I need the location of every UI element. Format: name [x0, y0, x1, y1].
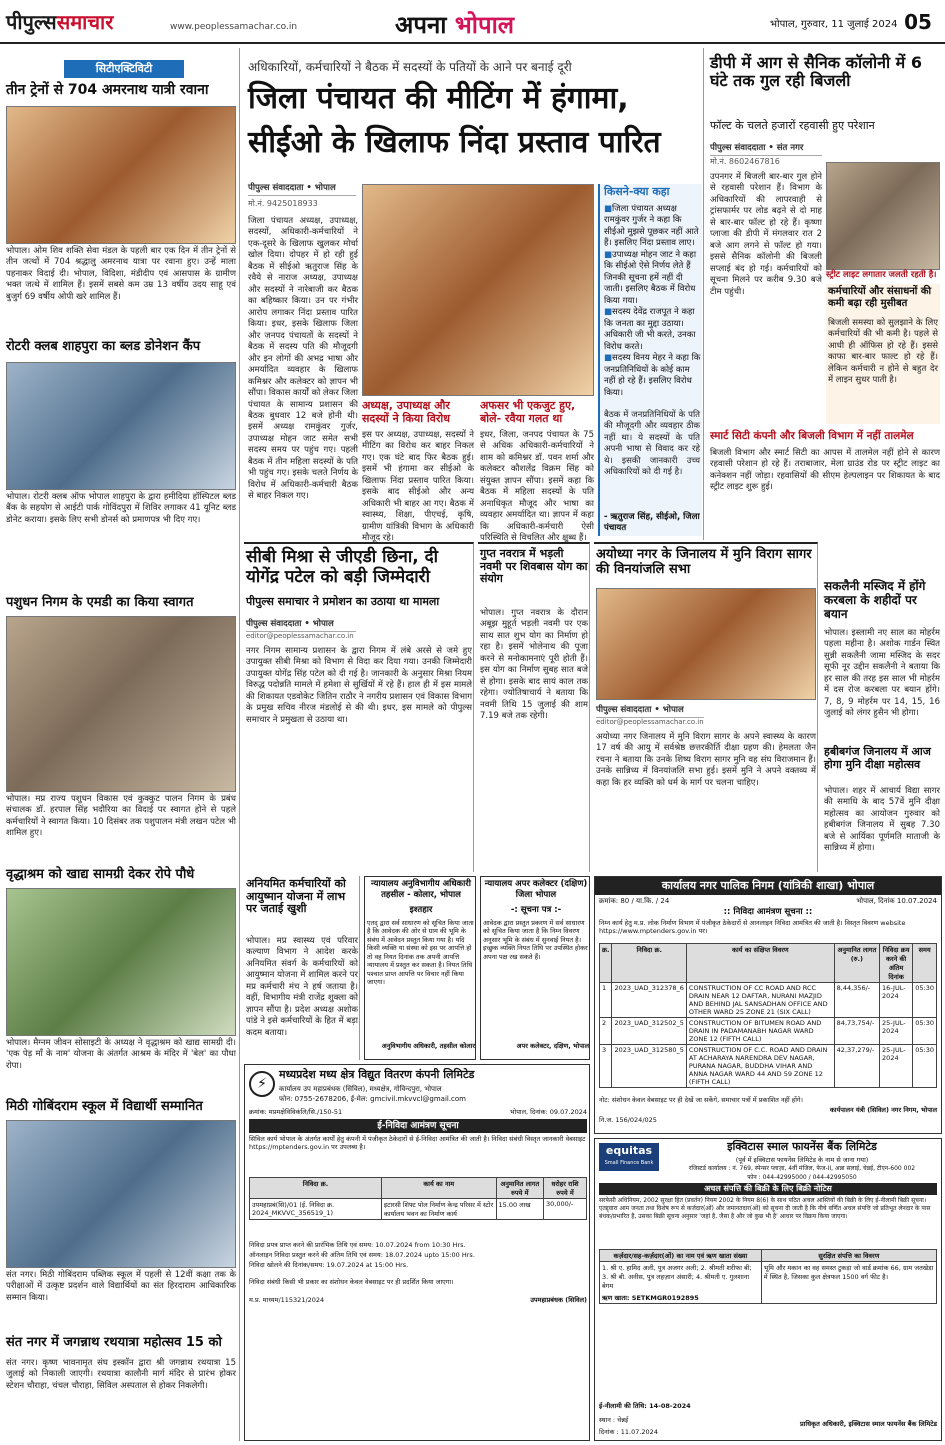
- table-cell: 25-JUL-2024: [880, 1018, 913, 1045]
- sidebar-item: ■ सदस्य देवेंद्र राजपूत ने कहा कि जनता का मुद्दा उठाया। अधिकारी जी भी करते, उनका विरोध करते।: [604, 307, 702, 353]
- story-subhead: पीपुल्स समाचार ने प्रमोशन का उठाया था मामला: [246, 595, 440, 608]
- story-subhead: फॉल्ट के चलते हजारों रहवासी हुए परेशान: [710, 119, 875, 132]
- tender-title: कार्यालय नगर पालिक निगम (यांत्रिकी शाखा) भोपाल: [595, 877, 941, 895]
- mpcz-logo: ⚡: [249, 1071, 275, 1097]
- table-header: समय: [913, 944, 937, 983]
- table-cell: 2023_UAD_312502_5: [612, 1018, 686, 1045]
- bank-table-wrap: [599, 1249, 937, 1399]
- story-headline: मिठी गोबिंदराम स्कूल में विद्यार्थी सम्मानित: [6, 1099, 203, 1114]
- mpcz-date: भोपाल, दिनांक: 09.07.2024: [509, 1108, 587, 1116]
- story-photo: [6, 106, 236, 244]
- auction-date: ई-नीलामी की तिथि: 14-08-2024: [599, 1402, 691, 1410]
- table-cell: [600, 1262, 762, 1304]
- box-body: बिजली समस्या को सुलझाने के लिए कर्मचारियों की भी कमी है। पहले से आधी ही ऑफिस हो रहे हैं। इससे काफा बार-बार फाल्ट हो रहे हैं। लेकिन कर्मचारी न होने से बहुत देर में लाइन सुधर पाती है।: [828, 318, 938, 386]
- table-header: कार्य का संक्षिप्त विवरण: [686, 944, 834, 983]
- story-headline: रोटरी क्लब शाहपुरा का ब्लड डोनेशन कैंप: [6, 339, 201, 354]
- photo-subhead: अफसर भी एकजुट हुए, बोले- रवैया गलत था: [480, 399, 576, 425]
- table-row: [250, 1199, 587, 1220]
- photo-subhead-body: इस पर अध्यक्ष, उपाध्यक्ष, सदस्यों ने मीटिंग का विरोध कर बाहर निकल गए। एक घंटे बाद फिर बैठक हुई। इसमें भी हंगामा कर सीईओ के खिलाफ निंदा प्रस्ताव पारित किया। इसके बाद सीईओ और अन्य अधिकारी भी बाहर आ गए। बैठक में स्वास्थ्य, शिक्षा, पीएचई, कृषि, ग्रामीण यांत्रिकी विभाग के अधिकारी मौजूद रहे।: [362, 430, 474, 544]
- tender-sign: कार्यपालन यंत्री (सिविल) नगर निगम, भोपाल: [829, 1106, 937, 1114]
- bank-place: स्थान : चेन्नई: [599, 1416, 629, 1424]
- notice-title: न्यायालय अनुविभागीय अधिकारी तहसील - कोलार, भोपाल: [371, 879, 471, 900]
- bank-body: सरफेसी अधिनियम, 2002 सुरक्षा हित (प्रवर्तन) नियम 2002 के नियम 8(6) के साथ पठित अचल आस्तियों की बिक्री के लिए ई-नीलामी बिक्री सूचना। एतद्द्वारा आम जनता तथा विशेष रूप से कर्जदार(ओं) और जमानतदार(ओं) को सूचना दी जाती है कि नीचे वर्णित अचल संपत्ति जो प्रतिभूत लेनदार के पास बंधक/प्रभारित है, उसका बिक्री सूचना अनुसार 'जहां है, जैसा है और जो कुछ भी है' आधार पर विक्रय किया जाएगा।: [599, 1197, 931, 1220]
- email: editor@peoplessamachar.co.in: [246, 632, 354, 640]
- dateline: भोपाल, गुरुवार, 11 जुलाई 2024: [770, 19, 898, 30]
- bank-sub-title: अचल संपत्ति की बिक्री के लिए बिक्री नोटिस: [599, 1183, 937, 1195]
- table-header: निविदा क्र.: [250, 1178, 382, 1199]
- mpcz-notice-title: ई-निविदा आमंत्रण सूचना: [249, 1119, 587, 1133]
- notice-body: आवेदक द्वारा प्रस्तुत प्रकरण में सर्व साधारण को सूचित किया जाता है कि निम्न विवरण अनुसार भूमि के संबंध में सुनवाई नियत है। इच्छुक व्यक्ति नियत तिथि पर उपस्थित होकर अपना पक्ष रख सकते हैं।: [483, 919, 588, 961]
- mpcz-footer: निविदा संबंधी किसी भी प्रकार का संशोधन केवल वेबसाइट पर ही प्रदर्शित किया जाएगा।: [249, 1278, 454, 1286]
- left-column: [4, 48, 240, 1441]
- gad-story: [244, 542, 474, 872]
- bank-logo: [599, 1143, 659, 1171]
- tender-ref: क्रमांक: 80 / या.कि. / 24: [599, 897, 670, 905]
- collector-notice: [480, 876, 590, 1060]
- email: editor@peoplessamachar.co.in: [596, 718, 704, 726]
- table-cell: 15.00 लाख: [496, 1199, 543, 1220]
- highlight-box: [826, 284, 940, 424]
- navratri-story: [478, 542, 590, 872]
- contact-number: मो.नं. 8602467816: [710, 157, 780, 166]
- mpcz-dates: [249, 1241, 587, 1270]
- borrower-names: 1. श्री ए. हामिद अली, पुत्र अजगर अली; 2. श्रीमती शरीफा बी; 3. श्री बी. अनीस, पुत्र लहज़ान अंसारी; 4. श्रीमती ए. गुलशाना बेगम: [602, 1264, 752, 1290]
- table-cell: CONSTRUCTION OF C.C. ROAD AND DRAIN AT ACHARAYA NARENDRA DEV NAGAR, PURANA NAGAR, BUDDHA VIHAR AND ANNA NAGAR WARD 44 AND 59 ZONE 12 (FIFTH CALL): [686, 1045, 834, 1088]
- table-cell: 3: [600, 1045, 612, 1088]
- table-cell: 2: [600, 1018, 612, 1045]
- story-headline: हबीबगंज जिनालय में आज होगा मुनि दीक्षा महोत्सव: [824, 745, 931, 771]
- sidebar-title: किसने-क्या कहा: [604, 185, 670, 198]
- byline: पीपुल्स संवाददाता • भोपाल: [248, 182, 356, 196]
- notice-sign: अनुविभागीय अधिकारी, तहसील कोलार: [381, 1042, 475, 1050]
- story-photo: [596, 588, 816, 700]
- sidebar-quote-by: - ऋतुराज सिंह, सीईओ, जिला पंचायत: [604, 512, 700, 533]
- story-body: भोपाल। गुप्त नवरात्र के दौरान अबूझ मुहूर्त भड़ली नवमी पर एक साथ सात शुभ योग का निर्माण हो रहा है। इसमें भोलेनाथ की पूजा करने से मनोकामनाएं पूरी होती हैं। इस योग का निर्माण सुबह सात बजे से होगा। इसके बाद सायं काल तक रहेगा। ज्योतिषाचार्य ने बताया कि नवमी तिथि 15 जुलाई की शाम 7.19 बजे तक रहेगी।: [480, 608, 588, 722]
- tender-notice: [594, 876, 942, 1134]
- table-row: [600, 1262, 937, 1304]
- table-cell: 2023_UAD_312378_6: [612, 983, 686, 1018]
- mpcz-intro: सिविल कार्य भोपाल के अंतर्गत कार्यों हेतु कंपनी में पंजीकृत ठेकेदारों से ई-निविदा आमंत्रित की जाती है। निविदा संबंधी विस्तृत जानकारी वेबसाइट https://mptenders.gov.in पर उपलब्ध है।: [249, 1135, 586, 1152]
- table-cell: 2023_UAD_312580_5: [612, 1045, 686, 1088]
- table-cell: 16-JUL-2024: [880, 983, 913, 1018]
- story-photo: [6, 616, 236, 792]
- mpcz-address: कार्यालय उप महाप्रबंधक (सिविल), मध्यक्षेत्र, गोविन्दपुरा, भोपाल: [279, 1085, 442, 1093]
- story-photo: [6, 1120, 236, 1268]
- section-title: अपना भोपाल: [395, 11, 515, 39]
- story-body: भोपाल। मैग्नम जीवन सोसाइटी के अध्यक्ष ने वृद्धाश्रम को खाद्य सामग्री दी। 'एक पेड़ माँ के नाम' योजना के अंतर्गत आश्रम के मंदिर में 'बेल' का पौधा रोपा।: [6, 1038, 236, 1071]
- notice-subtitle: -: सूचना पत्र :-: [510, 905, 562, 915]
- lead-photo: [362, 184, 594, 396]
- table-cell: CONSTRUCTION OF CC ROAD AND RCC DRAIN NEAR 12 DAFTAR, NURANI MAZJID AND BEHIND JAL SANSADHAN OFFICE AND OTHER WARD 25 ZONE 21 (SIX CALL): [686, 983, 834, 1018]
- story-headline: संत नगर में जगन्नाथ रथयात्रा महोत्सव 15 को: [6, 1335, 222, 1350]
- mpcz-sign: उपमहाप्रबंधक (सिविल): [530, 1296, 587, 1304]
- lead-body: जिला पंचायत अध्यक्ष, उपाध्यक्ष, सदस्यों, अधिकारी-कर्मचारियों ने एक-दूसरे के खिलाफ खुलकर मोर्चा खोल दिया। दोपहर में हो रही हुई बैठक में सीईओ ऋतुराज सिंह के रवैये से नाराज अध्यक्ष, उपाध्यक्ष और सदस्यों ने नारेबाजी कर बैठक का बहिष्कार किया। उन पर गंभीर आरोप लगाकर निंदा प्रस्ताव पारित किया। इधर, इसके खिलाफ जिला और जनपद पंचायतों के सदस्यों ने बैठक में सदस्य पति की मौजूदगी और इन लोगों की अभद्र भाषा और अमर्यादित व्यवहार के खिलाफ कमिश्नर और कलेक्टर को ज्ञापन भी सौंपा। विकास कार्यों को लेकर जिला पंचायत के सामान्य प्रशासन की बैठक बुधवार 12 बजे होनी थी। इसमें अध्यक्ष रामकुंवर गुर्जर, उपाध्यक्ष मोहन जाट समेत सभी सदस्य समय पर पहुंच गए। पहली बैठक में तीन महिला सदस्यों के पति भी पहुंच गए। इसके चलते निर्णय के विरोध में अधिकारी-कर्मचारी बैठक से बाहर निकल गए।: [248, 216, 358, 502]
- story-headline: तीन ट्रेनों से 704 अमरनाथ यात्री रवाना: [6, 82, 209, 98]
- tender-notice-title: :: निविदा आमंत्रण सूचना ::: [723, 907, 813, 917]
- story-body: भोपाल। मप्र राज्य पशुधन विकास एवं कुक्कुट पालन निगम के प्रबंध संचालक डॉ. हरपाल सिंह भदौरिया का विदाई पर स्वागत होने से पहले कर्मचारियों ने स्वागत किया। 10 दिसंबर तक पशुपालन मंत्री लखन पटेल भी शामिल हुए।: [6, 794, 236, 839]
- mpcz-tender: [244, 1064, 590, 1441]
- story-body: भोपाल। ओम शिव शक्ति सेवा मंडल के पहली बार एक दिन में तीन ट्रेनों से तीन जत्थों में 704 श्रद्धालु अमरनाथ यात्रा पर रवाना हुए। उन्हें माला पहनाकर विदाई दी। भोपाल, विदिशा, मंडीदीप एवं आसपास के ग्रामीण भक्त जत्थे में शामिल हैं। इसमें सबसे कम उम्र 13 वर्षीय उदय साहू एवं बुजुर्ग 69 वर्षीय ओपी खरे शामिल हैं।: [6, 246, 236, 302]
- lead-story: [244, 48, 704, 544]
- byline: पीपुल्स संवाददाता • भोपाल: [246, 618, 356, 632]
- table-row: [600, 1018, 937, 1045]
- table-header: निविदा क्र.: [612, 944, 686, 983]
- table-cell: 42,37,279/-: [834, 1045, 879, 1088]
- story-headline: गुप्त नवरात्र में भड़ली नवमी पर शिवबास योग का संयोग: [480, 547, 588, 586]
- table-cell: 25-JUL-2024: [880, 1045, 913, 1088]
- date-item: निविदा खोलने की दिनांक/समय: 19.07.2024 at 15:00 Hrs.: [249, 1260, 409, 1269]
- sidebar-list: [604, 204, 702, 404]
- story-headline: पशुधन निगम के एमडी का किया स्वागत: [6, 595, 194, 610]
- photo-subhead: अध्यक्ष, उपाध्यक्ष और सदस्यों ने किया विरोध: [362, 399, 450, 425]
- table-row: [600, 1045, 937, 1088]
- story-headline: डीपी में आग से सैनिक कॉलोनी में 6 घंटे तक गुल रही बिजली: [710, 53, 922, 91]
- contact-number: मो.नं. 9425018933: [248, 199, 318, 208]
- table-cell: 05:30: [913, 1018, 937, 1045]
- photo-caption: स्ट्रीट लाइट लगातार जलती रहती है।: [826, 270, 937, 280]
- story-photo: [826, 162, 940, 270]
- sidebar-item: ■ सदस्य विनय मेहर ने कहा कि जनप्रतिनिधियों के कोई काम नहीं हो रहे हैं। इसलिए विरोध किया।: [604, 353, 702, 399]
- tender-code: नि.ज. 156/024/025: [599, 1116, 657, 1124]
- table-header: निविदा क्रय करने की अंतिम दिनांक: [880, 944, 913, 983]
- story-body: अयोध्या नगर जिनालय में मुनि विराग सागर के अपने स्वास्थ्य के कारण 17 वर्ष की आयु में सर्वश्रेष्ठ छत्तरकीर्ति दीक्षा ग्रहण की। हेमलता जैन रचना ने बताया कि उनके शिष्य विराग सागर मुनि वह संघ विराजमान हैं। उनके सान्निध्य में विनयांजलि सभा हुई। इसमें मुनि ने अपने वक्तव्य में कहा कि हर व्यक्ति को धर्म के मार्ग पर चलना चाहिए।: [596, 732, 816, 788]
- sidebar-item: ■ जिला पंचायत अध्यक्ष रामकुंवर गुर्जर ने कहा कि सीईओ मुझसे पूछकर नहीं आते हैं। इसलिए निंदा प्रस्ताव लाए।: [604, 204, 702, 250]
- table-header: धरोहर राशि रुपये में: [544, 1178, 587, 1199]
- notice-subtitle: इश्तहार: [409, 905, 433, 915]
- mpcz-table: [249, 1177, 587, 1220]
- story-body: उपनगर में बिजली बार-बार गुल होने से रहवासी परेशान हैं। विभाग के अधिकारियों की लापरवाही से ट्रांसफार्मर पर लोड बढ़ने से दो माह से बार-बार फॉल्ट हो रहे हैं। कृष्णा प्लाजा की डीपी में मंगलवार रात 2 बजे आग लगने से फॉल्ट हो गया। इससे सैनिक कॉलोनी की बिजली सप्लाई बंद हो गई। कर्मचारियों को सूचना मिलने पर करीब 9.30 बजे टीम पहुंची।: [710, 172, 822, 297]
- table-header: अनुमानित लागत (रु.): [834, 944, 879, 983]
- table-header: सुरक्षित संपत्ति का विवरण: [761, 1250, 936, 1262]
- story-body: भोपाल। शहर में आचार्य विद्या सागर की समाधि के बाद 57वें मुनि दीक्षा महोत्सव का आयोजन गुरुवार को हबीबगंज जिनालय में सुबह 7.30 बजे से आर्यिका पूर्णमति माताजी के सान्निध्य में होगा।: [824, 786, 940, 854]
- sidebar-item: ■ उपाध्यक्ष मोहन जाट ने कहा कि सीईओ ऐसे निर्णय लेते हैं जिनकी सूचना हमें नहीं दी जाती। इसलिए बैठक में विरोध किया गया।: [604, 250, 702, 307]
- ayodhya-story: [594, 542, 818, 872]
- story-headline: वृद्धाश्रम को खाद्य सामग्री देकर रोपे पौधे: [6, 867, 195, 882]
- tender-date: भोपाल, दिनांक 10.07.2024: [856, 897, 937, 905]
- table-cell: 30,000/-: [544, 1199, 587, 1220]
- table-header: कर्ज़दार/सह-कर्ज़दार(ओं) का नाम एवं ऋण खाता संख्या: [600, 1250, 762, 1262]
- table-cell: भूमि और मकान का वह समस्त टुकड़ा जो वार्ड क्रमांक 66, ग्राम जतखेडा में स्थित है, जिसका कुल क्षेत्रफल 1500 वर्ग फीट है।: [761, 1262, 936, 1304]
- bank-title: इक्विटास स्माल फायनेंस बैंक लिमिटेड: [727, 1140, 877, 1153]
- date-item: निविदा प्रपत्र प्राप्त करने की प्रारंभिक तिथि एवं समय: 10.07.2024 from 10:30 Hrs.: [249, 1241, 466, 1249]
- story-subhead: स्मार्ट सिटी कंपनी और बिजली विभाग में नहीं तालमेल: [710, 430, 914, 442]
- table-cell: 05:30: [913, 983, 937, 1018]
- box-headline: कर्मचारियों और संसाधनों की कमी बढ़ा रही मुसीबत: [828, 286, 932, 309]
- story-headline: सीबी मिश्रा से जीएडी छिना, दी योगेंद्र पटेल को बड़ी जिम्मेदारी: [246, 547, 439, 587]
- bank-subtitle: (पूर्व में इक्विटास फायनेंस लिमिटेड के नाम से जाना गया): [735, 1156, 869, 1164]
- bank-logo-text: equitas: [605, 1144, 653, 1157]
- story-body: भोपाल। मप्र स्वास्थ्य एवं परिवार कल्याण विभाग ने आदेश करके अनियमित संवर्ग के कर्मचारियों को आयुष्मान योजना में शामिल करने पर मप्र कर्मचारी मंच ने हर्ष जताया है। वहीं, विभागीय मंत्री राजेंद्र शुक्ला को ज्ञापन सौंपा है। प्रदेश अध्यक्ष अशोक पांडे ने इसे कर्मचारियों के हित में बड़ा कदम बताया।: [246, 936, 358, 1038]
- lead-headline: सीईओ के खिलाफ निंदा प्रस्ताव पारित: [248, 125, 661, 160]
- bank-date: दिनांक : 11.07.2024: [599, 1428, 658, 1436]
- photo-subhead-body: इधर, जिला, जनपद पंचायत के 75 से अधिक अधिकारी-कर्मचारियों ने शाम को कमिश्नर डॉ. पवन शर्मा और कलेक्टर कौशलेंद्र विक्रम सिंह को संयुक्त ज्ञापन सौंपा। इसमें कहा कि बैठक में महिला सदस्यों के पति अनाधिकृत मौजूद और भाषा का व्यवहार अमर्यादित था। ज्ञापन में कहा कि अधिकारी-कर्मचारी ऐसी परिस्थिति से विचलित और क्षुब्ध हैं।: [480, 430, 594, 544]
- table-cell: 05:30: [913, 1045, 937, 1088]
- table-header: अनुमानित लागत रुपये में: [496, 1178, 543, 1199]
- byline: पीपुल्स संवाददाता • संत नगर: [710, 142, 822, 156]
- bank-address: रजिस्टर्ड कार्यालय : नं. 769, स्पेन्सर प्लाज़ा, 4वीं मंजिल, फेज-II, अन्ना सलाई, चेन्नई, टीएन-600 002: [688, 1165, 916, 1172]
- table-cell: उपमहाप्रबं(सि)/01 (ई. निविदा क्र. 2024_MKVVC_356519_1): [250, 1199, 382, 1220]
- story-body: बिजली विभाग और स्मार्ट सिटी का आपस में तालमेल नहीं होने से कारण रहवासी परेशान हो रहे हैं। तराबाजार, मेला ग्राउंड रोड पर स्ट्रीट लाइट का कनेक्शन नहीं जोड़ा। रहवासियों की सीएम हेल्पलाइन पर शिकायत के बाद स्ट्रीट लाइट शुरू हुई।: [710, 448, 940, 493]
- story-body: भोपाल। इस्लामी नए साल का मोहर्रम पहला महीना है। अशोक गार्डन स्थित सुन्नी सकलैनी जामा मस्जिद के सदर सूफी नूर उद्दीन सकलैनी ने बताया कि हर साल की तरह इस साल भी मोहर्रम में दस रोज करबला पर बयान होंगे। 7, 8, 9 मोहर्रम पर 14, 15, 16 जुलाई को लंगर हुसैन भी होगा।: [824, 628, 940, 719]
- section-kicker: सिटीएक्टिविटी: [64, 60, 184, 78]
- sidebar-quote: बैठक में जनप्रतिनिधियों के पति की मौजूदगी और व्यवहार ठीक नहीं था। ये सदस्यों के पति अपनी भाषा से विवाद कर रहे थे। इसकी जानकारी उच्च अधिकारियों को दी गई है।: [604, 410, 700, 478]
- notice-title: न्यायालय अपर कलेक्टर (दक्षिण) जिला भोपाल: [484, 879, 588, 900]
- masjid-story: [822, 580, 942, 872]
- table-header: क्र.: [600, 944, 612, 983]
- bank-notice: [594, 1138, 942, 1441]
- story-photo: [6, 362, 236, 490]
- court-notice: [364, 876, 476, 1060]
- story-headline: सकलैनी मस्जिद में होंगे करबला के शहीदों पर बयान: [824, 579, 926, 621]
- byline: पीपुल्स संवाददाता • भोपाल: [596, 704, 704, 718]
- table-cell: इटारसी शिफ्ट पोल निर्माण केन्द्र परिसर में स्टोर कार्यालय भवन का निर्माण कार्य: [381, 1199, 496, 1220]
- story-body: नगर निगम सामान्य प्रशासन के द्वारा निगम में लंबे अरसे से जमे हुए उपायुक्त सीबी मिश्रा को विभाग से विदा कर दिया गया। उनकी जिम्मेदारी उपायुक्त योगेंद्र सिंह पटेल को दी गई है। जानकारी के अनुसार मिश्रा नियम विरुद्ध पदोन्नति मामले में हमेशा से सुर्खियों में रहे हैं। हाल ही में इस मामले की शिकायत एडवोकेट जितिन राठौर ने नगरीय प्रशासन एवं विकास विभाग के प्रमुख सचिव नीरज मंडलोई से की थी। इधर, इस मामले को पीपुल्स समाचार ने प्रमुखता से उठाया था।: [246, 646, 472, 725]
- bank-phone: फोन : 044-42995000 / 044-42995050: [747, 1174, 857, 1181]
- story-body: भोपाल। रोटरी क्लब ऑफ भोपाल शाहपुरा के द्वारा हमीदिया हॉस्पिटल ब्लड बैंक के सहयोग से आईटी पार्क गोविंदपुरा में शिविर लगाकर 41 यूनिट ब्लड डोनेट कराया। इसके लिए सभी डोनर्स को प्रमाणपत्र भी दिए गए।: [6, 492, 236, 525]
- fire-story: [708, 48, 942, 576]
- mpcz-table-wrap: [249, 1177, 587, 1237]
- story-body: संत नगर। कृष्ण भावनामृत संघ इस्कॉन द्वारा श्री जगन्नाथ रथयात्रा 15 जुलाई को निकाली जाएगी। रथयात्रा कालौनी मार्ग मंदिर से प्रारंभ होकर स्टेशन चौराहा, चंचल चौराहा, सिविल अस्पताल से होकर निकलेगी।: [6, 1358, 236, 1391]
- date-item: ऑनलाइन निविदा प्रस्तुत करने की अंतिम तिथि एवं समय: 18.07.2024 upto 15:00 Hrs.: [249, 1250, 475, 1259]
- quotes-sidebar: [598, 184, 702, 536]
- story-body: संत नगर। मिठी गोबिंदराम पब्लिक स्कूल में पहली से 12वीं कक्षा तक के परीक्षाओं में उत्कृष्ट प्रदर्शन वाले विद्यार्थियों का संत हिरदाराम आधिकारिक सम्मान किया।: [6, 1270, 236, 1303]
- story-headline: अनियमित कर्मचारियों को आयुष्मान योजना में लाभ पर जताई खुशी: [246, 877, 346, 916]
- website-url: www.peoplessamachar.co.in: [170, 22, 298, 32]
- mpcz-code: म.प्र. माध्यम/115321/2024: [249, 1296, 325, 1304]
- story-headline: अयोध्या नगर के जिनालय में मुनि विराग सागर की विनयांजलि सभा: [596, 547, 812, 577]
- tender-table-wrap: [599, 943, 937, 1093]
- ayushman-story: [244, 876, 360, 1060]
- mpcz-ref: क्रमांक: मप्रमक्षेविविकंलि/सि./150-51: [249, 1108, 343, 1116]
- bank-sign: प्राधिकृत अधिकारी, इक्विटास स्माल फायनेंस बैंक लिमिटेड: [800, 1420, 937, 1428]
- table-cell: CONSTRUCTION OF BITUMEN ROAD AND DRAIN IN PADAMANABH NAGAR WARD ZONE 12 (FIFTH CALL): [686, 1018, 834, 1045]
- page-number: 05: [904, 10, 932, 34]
- table-row: [600, 983, 937, 1018]
- lead-headline: जिला पंचायत की मीटिंग में हंगामा,: [248, 81, 629, 116]
- table-cell: 84,73,754/-: [834, 1018, 879, 1045]
- loan-number: ऋण खाता: SETKMGR0192895: [602, 1294, 699, 1302]
- mpcz-title: मध्यप्रदेश मध्य क्षेत्र विद्युत वितरण कंपनी लिमिटेड: [279, 1068, 475, 1081]
- tender-table: [599, 943, 937, 1088]
- story-photo: [6, 888, 236, 1036]
- tender-intro: निम्न कार्य हेतु म.प्र. लोक निर्माण विभाग में पंजीकृत ठेकेदारों से आनलाइन निविदा आमंत्रित की जाती है। विस्तृत विवरण website https://www.mptenders.gov.in पर।: [599, 919, 906, 936]
- notice-sign: अपर कलेक्टर, दक्षिण, भोपाल: [516, 1042, 589, 1050]
- masthead: [0, 0, 945, 44]
- table-header: कार्य का नाम: [381, 1178, 496, 1199]
- bank-logo-sub: Small Finance Bank: [604, 1160, 654, 1166]
- notice-body: एतद् द्वारा सर्व साधारण को सूचित किया जाता है कि आवेदक की ओर से ग्राम की भूमि के संबंध में आवेदन प्रस्तुत किया गया है। यदि किसी व्यक्ति या संस्था को इस पर आपत्ति हो तो वह नियत दिनांक तक अपनी आपत्ति न्यायालय में प्रस्तुत कर सकता है। नियत तिथि पश्चात प्राप्त आपत्ति पर विचार नहीं किया जाएगा।: [367, 919, 474, 987]
- newspaper-logo: पीपुल्ससमाचार: [6, 10, 114, 34]
- mpcz-phone: फोन: 0755-2678206, ई-मेल: gmcivil.mkvvcl@gmail.com: [279, 1095, 467, 1103]
- bank-table: [599, 1249, 937, 1304]
- table-cell: 1: [600, 983, 612, 1018]
- lead-strap: अधिकारियों, कर्मचारियों ने बैठक में सदस्यों के पतियों के आने पर बनाई दूरी: [248, 60, 572, 74]
- tender-footnote: नोट: संशोधन केवल वेबसाइट पर ही देखें जा सकेंगे, समाचार पत्रों में प्रकाशित नहीं होंगे।: [599, 1096, 804, 1104]
- table-cell: 8,44,356/-: [834, 983, 879, 1018]
